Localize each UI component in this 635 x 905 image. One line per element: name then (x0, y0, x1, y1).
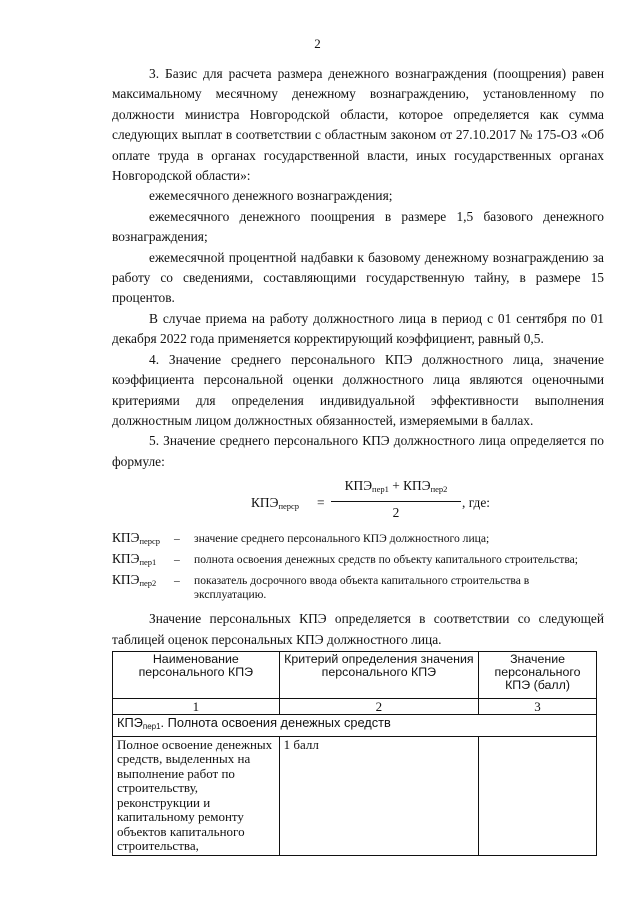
legend-item: $КПЭ_{пер1}$ – полнота освоения денежных средств по объекту капитального строительства; (112, 551, 579, 568)
formula-numerator: $КПЭ_{пер1} + КПЭ_{пер2}$ (331, 476, 461, 501)
paragraph-coefficient: В случае приема на работу должностного лица в период с 01 сентября по 01 декабря 2022 года применяется корректирующий коэффициент, равный 0,5. (112, 310, 604, 347)
formula-legend (112, 532, 604, 602)
formula-equals: = (317, 495, 325, 511)
table-header-row (113, 652, 597, 699)
formula-tail: , где: (462, 495, 490, 511)
formula (112, 476, 604, 528)
paragraph-item-3: ежемесячной процентной надбавки к базовому денежному вознаграждению за работу со сведениями, составляющими государственную тайну, в размере 15 процентов. (112, 249, 604, 306)
paragraph-table-intro: Значение персональных КПЭ определяется в соответствии со следующей таблицей оценок персональных КПЭ должностного лица. (112, 611, 604, 647)
header-criterion: Критерий определения значения персонального КПЭ (279, 652, 478, 699)
header-value: Значение персонального КПЭ (балл) (479, 652, 597, 699)
kpe-table (112, 651, 597, 856)
document-body (112, 64, 604, 650)
paragraph-item-1: ежемесячного денежного вознаграждения; (149, 188, 393, 204)
paragraph-item-2: ежемесячного денежного поощрения в размере 1,5 базового денежного вознаграждения; (112, 208, 604, 245)
page-number: 2 (314, 36, 321, 51)
paragraph-5: 5. Значение среднего персонального КПЭ должностного лица определяется по формуле: (112, 433, 604, 469)
table-row (113, 736, 597, 855)
cell-kpe-name: Полное освоение денежных средств, выделенных на выполнение работ по строительству, реконструкции и капитальному ремонту объектов капитального строительства, (113, 736, 280, 855)
formula-lhs: $КПЭ_{перср}$ (251, 495, 300, 512)
formula-fraction (331, 476, 461, 523)
paragraph-4: 4. Значение среднего персонального КПЭ должностного лица, значение коэффициента персональной оценки должностного лица являются оценочными критериями для определения индивидуальной эффективности выполнения должностным лицом должностных обязанностей, измеряемыми в баллах. (112, 351, 604, 428)
formula-denominator: 2 (392, 504, 400, 520)
legend-item: $КПЭ_{перср}$ – значение среднего персонального КПЭ должностного лица; (112, 530, 490, 547)
header-name: Наименование персонального КПЭ (113, 652, 280, 699)
cell-value (479, 736, 597, 855)
cell-criterion: 1 балл (279, 736, 478, 855)
table-number-row: 1 2 3 (113, 699, 597, 715)
paragraph-3: 3. Базис для расчета размера денежного вознаграждения (поощрения) равен максимальному месячному денежному вознаграждению, установленному по должности министра Новгородской области, которое определяется как сумма следующих выплат в соответствии с областным законом от 27.10.2017 № 175-ОЗ «Об оплате труда в органах государственной власти, иных государственных органах Новгородской области»: (112, 66, 604, 184)
table-section-row: $КПЭ_{пер1}$. Полнота освоения денежных средств (113, 715, 597, 737)
legend-item: $КПЭ_{пер2}$ – показатель досрочного ввода объекта капитального строительства в эксплуатацию. (112, 572, 530, 602)
